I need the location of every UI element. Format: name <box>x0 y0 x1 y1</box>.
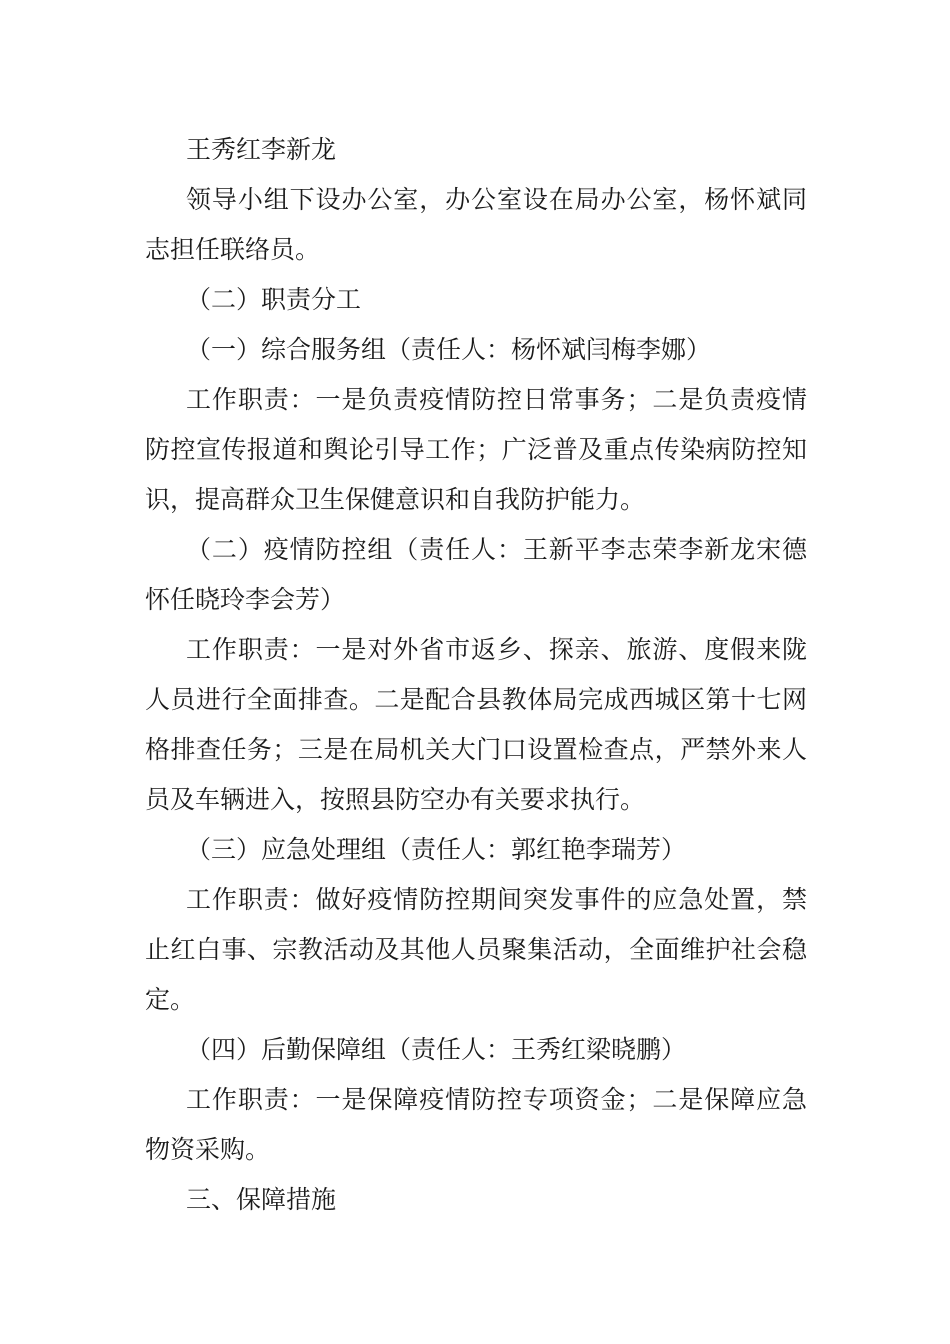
heading-logistics-group: （四）后勤保障组（责任人：王秀红梁晓鹏） <box>186 1035 687 1064</box>
heading-prevention-group: （二）疫情防控组（责任人：王新平李志荣李新龙宋德怀任晓玲李会芳） <box>145 535 807 614</box>
heading-safeguards: 三、保障措施 <box>186 1185 337 1214</box>
heading-responsibilities: （二）职责分工 <box>186 285 362 314</box>
paragraph-member-names: 王秀红李新龙 <box>186 135 337 164</box>
heading-emergency-group: （三）应急处理组（责任人：郭红艳李瑞芳） <box>186 835 687 864</box>
paragraph-logistics-duties: 工作职责：一是保障疫情防控专项资金；二是保障应急物资采购。 <box>145 1085 807 1164</box>
paragraph-service-duties: 工作职责：一是负责疫情防控日常事务；二是负责疫情防控宣传报道和舆论引导工作；广泛普及重点传染病防控知识，提高群众卫生保健意识和自我防护能力。 <box>145 385 807 514</box>
document-body <box>145 125 807 1225</box>
paragraph-prevention-duties: 工作职责：一是对外省市返乡、探亲、旅游、度假来陇人员进行全面排查。二是配合县教体局完成西城区第十七网格排查任务；三是在局机关大门口设置检查点，严禁外来人员及车辆进入，按照县防空办有关要求执行。 <box>145 635 807 814</box>
paragraph-office-setup: 领导小组下设办公室，办公室设在局办公室，杨怀斌同志担任联络员。 <box>145 185 807 264</box>
heading-service-group: （一）综合服务组（责任人：杨怀斌闫梅李娜） <box>186 335 712 364</box>
paragraph-emergency-duties: 工作职责：做好疫情防控期间突发事件的应急处置，禁止红白事、宗教活动及其他人员聚集活动，全面维护社会稳定。 <box>145 885 807 1014</box>
